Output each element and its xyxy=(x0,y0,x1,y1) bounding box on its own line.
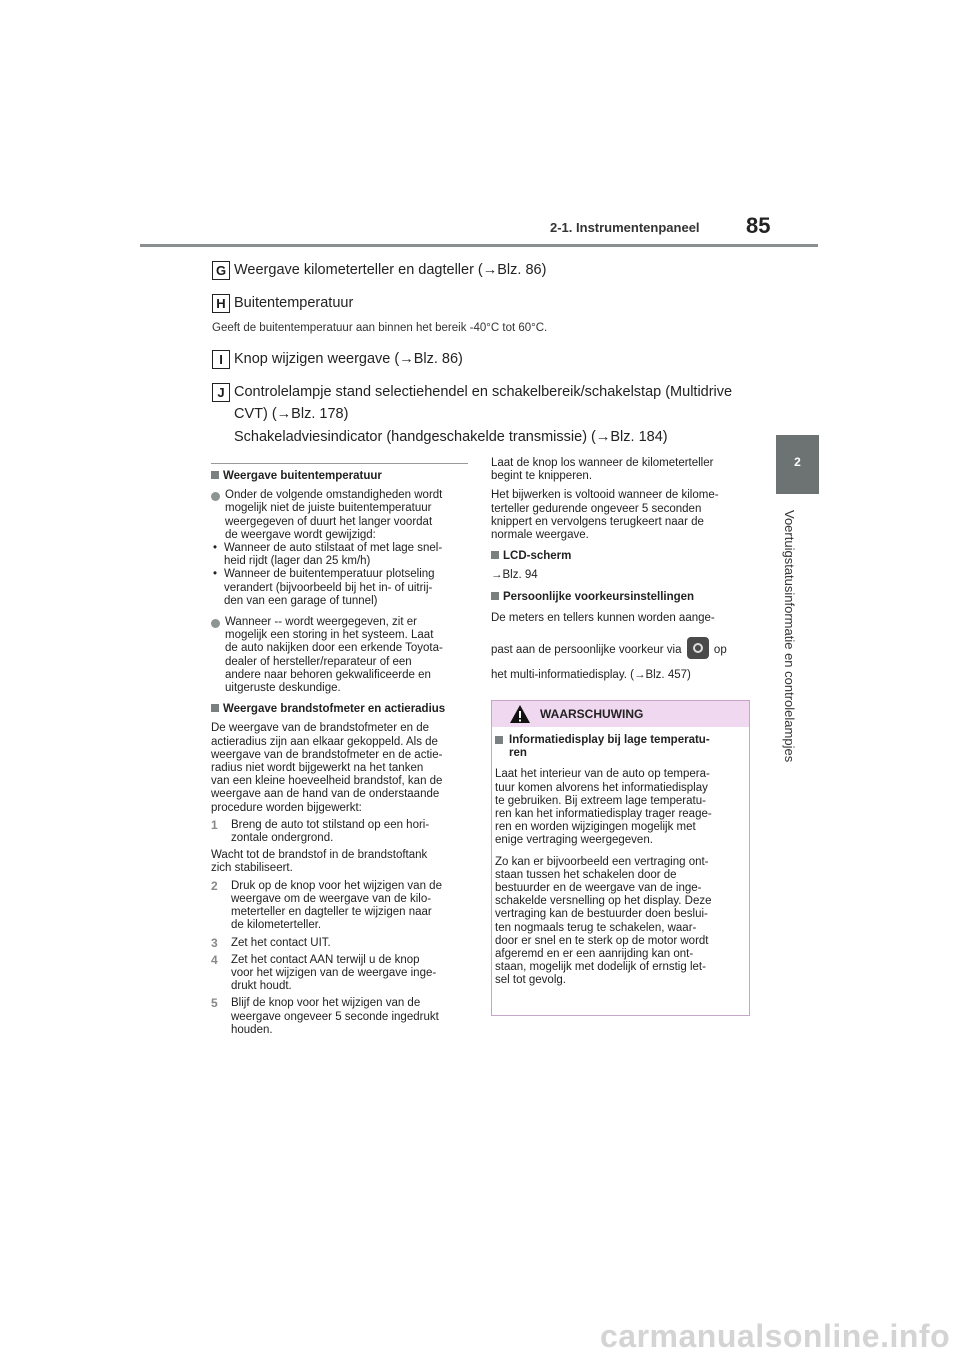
letter-g: G xyxy=(212,261,230,280)
step-1: 1 Breng de auto tot stilstand op een hori- zontale ondergrond. xyxy=(211,817,430,845)
step-4: 4 Zet het contact AAN terwijl u de knop voor het wijzigen van de weergave inge- drukt houdt. xyxy=(211,952,437,993)
paragraph-settings-3: het multi-informatiedisplay. (→Blz. 457) xyxy=(491,669,691,682)
chapter-title: Voertuigstatusinformatie en controlelampjes xyxy=(782,510,797,763)
dash-item-low-speed: • Wanneer de auto stilstaat of met lage snel- heid rijdt (lager dan 25 km/h) xyxy=(213,542,443,568)
dash-bullet-icon: • xyxy=(213,542,218,555)
page-number: 85 xyxy=(746,213,771,238)
paragraph-release: Laat de knop los wanneer de kilometerteller begint te knipperen. xyxy=(491,457,714,483)
warning-paragraph-1: Laat het interieur van de auto op tempera- tuur komen alvorens het informatiedisplay te gebruiken. Bij extreem lage temperatu- ren kan het informatiedisplay trager reage- ren en worden wijzigingen mogelijk met enige vertraging weergegeven. xyxy=(495,768,712,847)
item-i-text: Knop wijzigen weergave (→Blz. 86) xyxy=(234,351,463,367)
item-j-text-2: CVT) (→Blz. 178) xyxy=(234,406,349,422)
watermark: carmanualsonline.info xyxy=(600,1318,951,1354)
left-column xyxy=(211,470,471,1037)
round-bullet-icon xyxy=(211,619,220,628)
warning-title: WAARSCHUWING xyxy=(540,707,644,721)
heading-outside-temp: Weergave buitentemperatuur xyxy=(211,470,471,483)
item-j-text-3: Schakeladviesindicator (handgeschakelde transmissie) (→Blz. 184) xyxy=(234,429,668,445)
heading-fuel-gauge: Weergave brandstofmeter en actieradius xyxy=(211,703,471,716)
bullet-malfunction: Wanneer -- wordt weergegeven, zit er mogelijk een storing in het systeem. Laat de auto nakijken door een erkende Toyota- dealer of hersteller/reparateur of een andere naar behoren gekwalificeerde en uitgeruste deskundige. xyxy=(211,616,471,695)
square-bullet-icon xyxy=(491,551,499,559)
warning-content xyxy=(495,734,745,988)
item-j-text: Controlelampje stand selectiehendel en schakelbereik/schakelstap (Multidrive xyxy=(234,384,733,400)
chapter-title-wrap xyxy=(776,500,819,780)
warning-paragraph-2: Zo kan er bijvoorbeeld een vertraging ont- staan tussen het schakelen door de bestuurder en de weergave van de inge- schakelde versnelling op het display. Deze vertraging kan de bestuurder doen beslui- ten nogmaals terug te schakelen, waar- door er snel en te sterk op de motor wordt afgeremd en er een aanrijding kan ont- staan, mogelijk met dodelijk of ernstig let- sel tot gevolg. xyxy=(495,855,712,987)
heading-personal-settings: Persoonlijke voorkeursinstellingen xyxy=(491,591,756,604)
warning-triangle-icon xyxy=(509,704,531,724)
letter-j: J xyxy=(212,383,230,402)
divider xyxy=(211,463,468,464)
paragraph-settings-1: De meters en tellers kunnen worden aange- xyxy=(491,611,715,624)
section-title: 2-1. Instrumentenpaneel xyxy=(550,220,700,235)
dash-item-sudden-change: • Wanneer de buitentemperatuur plotseling verandert (bijvoorbeeld bij het in- of uitrij- den van een garage of tunnel) xyxy=(213,568,435,607)
item-h-text: Buitentemperatuur xyxy=(234,295,354,311)
step-5: 5 Blijf de knop voor het wijzigen van de weergave ongeveer 5 seconde ingedrukt houden. xyxy=(211,996,439,1036)
heading-lcd: LCD-scherm xyxy=(491,550,756,563)
step-3: 3 Zet het contact UIT. xyxy=(211,935,331,950)
round-bullet-icon xyxy=(211,492,220,501)
gear-icon xyxy=(687,637,709,659)
step-2: 2 Druk op de knop voor het wijzigen van de weergave om de weergave van de kilo- meterteller en dagteller te wijzigen naar de kilometerteller. xyxy=(211,878,442,932)
item-h-note: Geeft de buitentemperatuur aan binnen het bereik -40°C tot 60°C. xyxy=(212,322,548,334)
dash-bullet-icon: • xyxy=(213,568,218,581)
square-bullet-icon xyxy=(211,704,219,712)
header-rule xyxy=(140,244,818,247)
square-bullet-icon xyxy=(211,471,219,479)
paragraph-update-done: Het bijwerken is voltooid wanneer de kilome- terteller gedurende ongeveer 5 seconden knippert en vervolgens terugkeert naar de normale weergave. xyxy=(491,489,719,542)
chapter-number: 2 xyxy=(794,455,801,469)
bullet-conditions: Onder de volgende omstandigheden wordt mogelijk niet de juiste buitentemperatuur weergegeven of duurt het langer voordat de weergave wordt gewijzigd: xyxy=(211,489,471,542)
paragraph-fuel-intro: De weergave van de brandstofmeter en de actieradius zijn aan elkaar gekoppeld. Als de weergave van de brandstofmeter en de actie- radius niet wordt bijgewerkt na het tanken van een kleine hoeveelheid brandstof, kan de weergave aan de hand van de onderstaande procedure worden bijgewerkt: xyxy=(211,722,443,814)
square-bullet-icon xyxy=(495,736,503,744)
paragraph-settings-2: past aan de persoonlijke voorkeur via op xyxy=(491,637,756,659)
item-g-text: Weergave kilometerteller en dagteller (→Blz. 86) xyxy=(234,262,547,278)
warning-heading: Informatiedisplay bij lage temperatu- ren xyxy=(495,734,745,760)
right-column xyxy=(491,457,756,682)
letter-i: I xyxy=(212,350,230,369)
paragraph-wait: Wacht tot de brandstof in de brandstoftank zich stabiliseert. xyxy=(211,849,428,875)
lcd-reference: →Blz. 94 xyxy=(491,569,538,582)
square-bullet-icon xyxy=(491,592,499,600)
letter-h: H xyxy=(212,294,230,313)
